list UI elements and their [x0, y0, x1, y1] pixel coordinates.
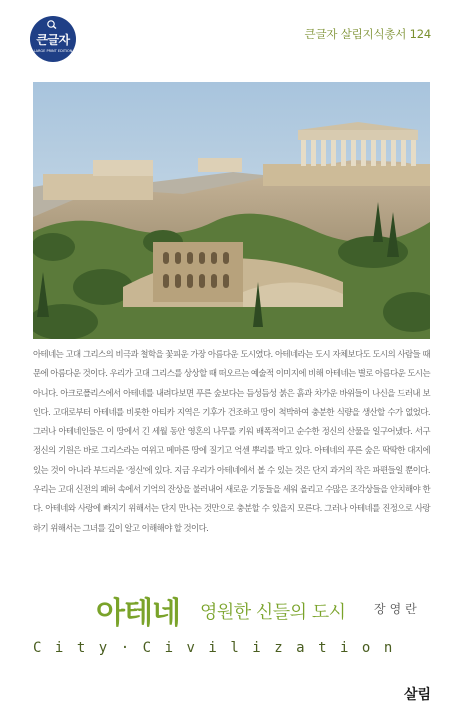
magnifier-icon	[45, 19, 59, 29]
large-print-badge	[30, 16, 76, 62]
publisher-logo: 살림	[403, 687, 431, 703]
book-title: 아테네	[96, 596, 180, 631]
book-subtitle: 영원한 신들의 도시	[200, 602, 346, 623]
book-description: 아테네는 고대 그리스의 비극과 철학을 꽃피운 가장 아름다운 도시였다. 아테네라는 도시 자체보다도 도시의 사람들 때문에 아름다운 것이다. 우리가 고대 그리스를 상상할 때 떠오르는 예술적 이미지에 비해 아테네는 별로 아름다운 도시는 아니다. 아크로폴리스에서 아테네를 내려다보면 푸른 숲보다는 듬성듬성 붉은 흙과 차가운 바위들이 나신을 드러내 보인다. 고대로부터 아테네를 비롯한 아티카 지역은 기후가 건조하고 땅이 척박하여 충분한 식량을 생산할 수가 없었다. 그러나 아테네인들은 이 땅에서 긴 세월 동안 영혼의 나무를 키워 배폭적이고 순수한 정신의 산물을 일구어냈다. 서구 정신의 기원은 바로 그리스라는 여위고 메마른 땅에 질기고 억센 뿌리를 박고 있다. 아테네의 푸른 숲은 딱딱한 대지에 있는 것이 아니라 부드러운 '정신'에 있다. 지금 우리가 아테네에서 볼 수 있는 것은 단지 과거의 작은 파편들일 뿐이다. 우리는 고대 신전의 폐허 속에서 기억의 잔상을 불러내어 새로운 기둥들을 세워 올리고 수많은 조각상들을 안치해야 한다. 아테네와 사랑에 빠지기 위해서는 단지 만나는 것만으로 충분할 수 있을지 모른다. 그러나 아테네를 진정으로 사랑하기 위해서는 그녀를 깊이 알고 이해해야 할 것이다.	[33, 349, 430, 533]
cover-photo	[33, 82, 430, 339]
badge-label: 큰글자	[36, 33, 70, 47]
title-block	[0, 588, 458, 631]
author-name: 장영란	[374, 602, 421, 616]
series-title: 큰글자 살림지식총서 124	[304, 27, 431, 41]
acropolis-photo	[33, 82, 430, 339]
collection-label: City·Civilization	[33, 640, 406, 656]
badge-sublabel: LARGE PRINT EDITION	[33, 49, 73, 53]
